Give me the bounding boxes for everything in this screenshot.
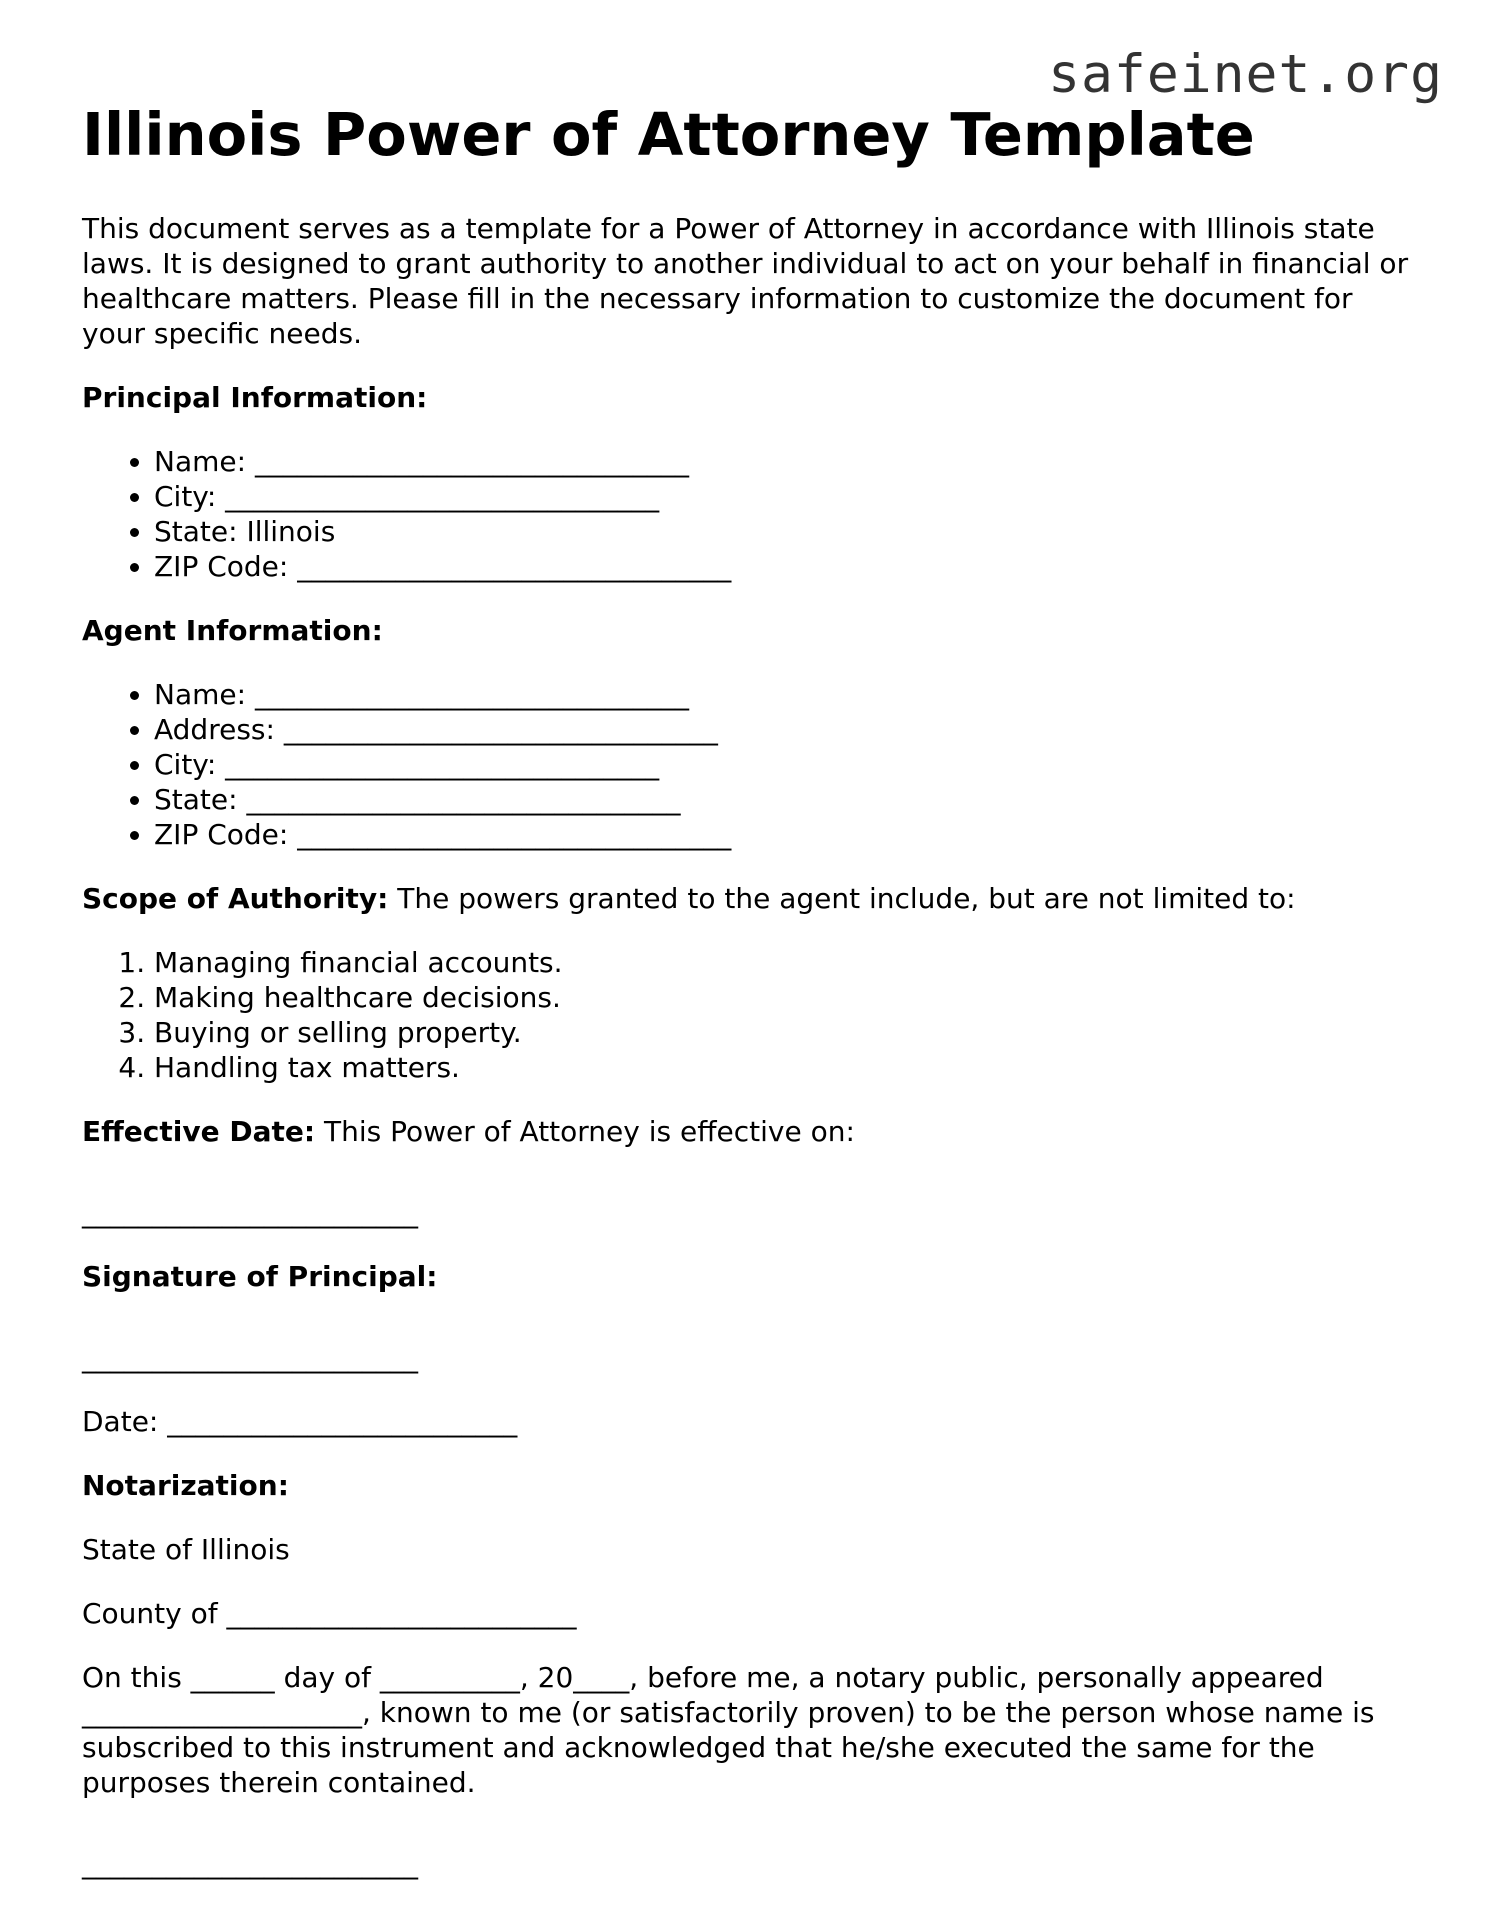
scope-list — [82, 945, 1422, 1085]
agent-heading: Agent Information: — [82, 613, 383, 647]
document-page — [82, 100, 1422, 1881]
agent-city-field: • City: _______________________________ — [154, 747, 1422, 782]
scope-item: 1. Managing financial accounts. — [154, 945, 1422, 980]
signature-heading: Signature of Principal: — [82, 1259, 438, 1293]
scope-item: 4. Handling tax matters. — [154, 1050, 1422, 1085]
principal-heading: Principal Information: — [82, 380, 428, 414]
effective-text: This Power of Attorney is effective on: — [315, 1114, 855, 1148]
principal-city-field: • City: _______________________________ — [154, 479, 1422, 514]
agent-address-field: • Address: _______________________________ — [154, 712, 1422, 747]
notarization-county: County of _________________________ — [82, 1596, 577, 1630]
effective-date-line: ________________________ — [82, 1195, 418, 1229]
watermark: safeinet.org — [1048, 44, 1443, 105]
agent-name-field: • Name: _______________________________ — [154, 677, 1422, 712]
principal-name-field: • Name: _______________________________ — [154, 444, 1422, 479]
principal-zip-field: • ZIP Code: _______________________________ — [154, 549, 1422, 584]
scope-heading: Scope of Authority: — [82, 881, 389, 915]
agent-list — [82, 677, 1422, 852]
effective-paragraph — [82, 1114, 1422, 1149]
notarization-state: State of Illinois — [82, 1532, 290, 1566]
notary-signature-line: ________________________ — [82, 1846, 418, 1880]
effective-heading: Effective Date: — [82, 1114, 316, 1148]
scope-paragraph — [82, 881, 1422, 916]
signature-line: ________________________ — [82, 1340, 418, 1374]
principal-list — [82, 444, 1422, 584]
notarization-heading: Notarization: — [82, 1468, 289, 1502]
scope-item: 3. Buying or selling property. — [154, 1015, 1422, 1050]
signature-date-line: Date: _________________________ — [82, 1404, 518, 1438]
agent-state-field: • State: _______________________________ — [154, 782, 1422, 817]
scope-item: 2. Making healthcare decisions. — [154, 980, 1422, 1015]
agent-zip-field: • ZIP Code: _______________________________ — [154, 817, 1422, 852]
notarization-body: On this ______ day of __________, 20____, before me, a notary public, personally appeared ____________________, known to me (or satisfactorily proven) to be the person whose name is subscribed to this instrument and acknowledged that he/she executed the same for the purposes therein contained. — [82, 1660, 1375, 1799]
scope-text: The powers granted to the agent include, but are not limited to: — [388, 881, 1296, 915]
principal-state-field: • State: Illinois — [154, 514, 1422, 549]
intro-paragraph: This document serves as a template for a Power of Attorney in accordance with Illinois state laws. It is designed to grant authority to another individual to act on your behalf in financial or healthcare matters. Please fill in the necessary information to customize the document for your specific needs. — [82, 211, 1409, 350]
document-title: Illinois Power of Attorney Template — [82, 100, 1255, 169]
